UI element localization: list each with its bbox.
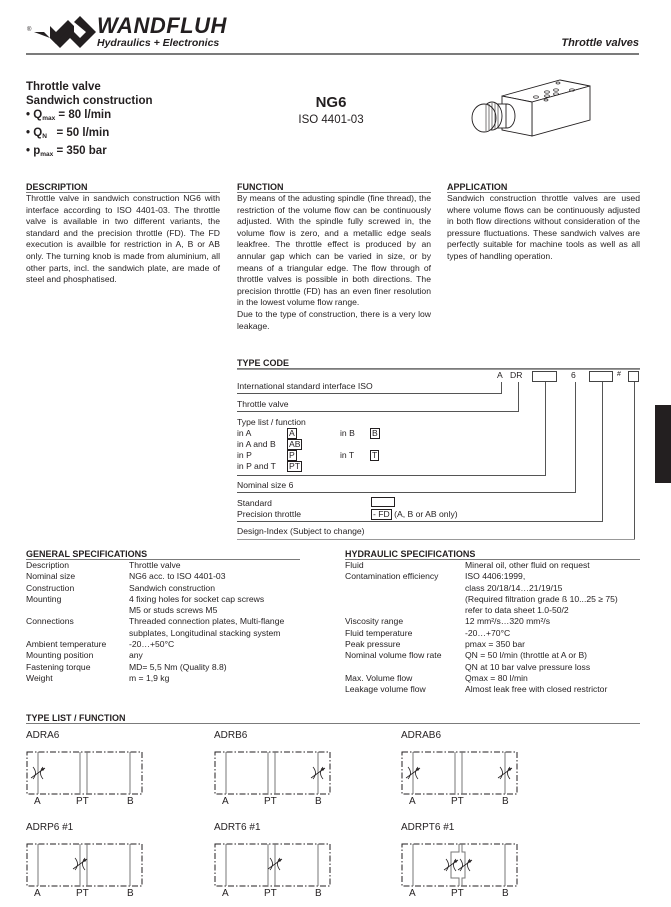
port-label-b: B (315, 888, 322, 899)
tc-in-pt: in P and T (237, 461, 276, 471)
general-specifications (26, 549, 300, 684)
diagram-title: ADRAB6 (401, 730, 442, 741)
diagram-title: ADRA6 (26, 730, 60, 741)
general-spec-value: subplates, Longitudinal stacking system (129, 627, 281, 638)
tc-box-ab: AB (289, 439, 301, 449)
hydraulic-spec-value: Mineral oil, other fluid on request (465, 560, 590, 570)
function-text: By means of the adusting spindle (fine thread), the restriction of the volume flow can be continuously adjusted. With the spindle fully screwed in, the volume flow is zero, and a metallic edge seals leakfree. The throttle effect is produced by an annular gap which can be varied in size, or by means of a triangular edge. The flow through of throttle valves is possible in both directions. The precision throttle (FD) has an even finer resolution in the lowest volume flow range. (237, 193, 431, 308)
hydraulic-spec-row (345, 605, 640, 616)
port-label-pt: PT (451, 796, 464, 807)
key-figure-value: = 80 l/min (58, 109, 112, 121)
hydraulic-spec-key (345, 594, 465, 605)
diagram-title: ADRP6 #1 (26, 822, 74, 833)
hydraulic-spec-key: Peak pressure (345, 639, 401, 650)
valve-outline (402, 752, 517, 794)
tc-box-pt-wrap (287, 461, 302, 472)
tc-rule (237, 411, 519, 412)
key-figure-qn: • $Q_N$ = 50 l/min (26, 127, 110, 141)
tc-row-type-list: Type list / function (237, 417, 306, 427)
general-spec-key: Description (26, 560, 69, 570)
tc-row-nominal: Nominal size 6 (237, 480, 294, 490)
port-label-b: B (127, 888, 134, 899)
hydraulic-spec-key: Max. Volume flow (345, 672, 413, 683)
general-spec-value: any (129, 650, 143, 661)
tc-box-fd: - FD (373, 509, 390, 519)
general-spec-value: Throttle valve (129, 560, 181, 570)
port-label-pt: PT (264, 888, 277, 899)
tc-row-precision: Precision throttle (237, 509, 302, 519)
description-heading: DESCRIPTION (26, 182, 220, 193)
general-spec-value: MD= 5,5 Nm (Quality 8.8) (129, 661, 227, 672)
product-key-figures (26, 108, 111, 163)
tc-box-t-wrap (370, 450, 379, 461)
function-heading: FUNCTION (237, 182, 431, 193)
key-figure-symbol: Q (33, 109, 43, 121)
key-figure-value: = 350 bar (56, 145, 107, 158)
general-spec-value: m = 1,9 kg (129, 672, 170, 683)
tc-row-standard: Standard (237, 498, 272, 508)
hydraulic-symbol (401, 842, 521, 888)
general-spec-key: Construction (26, 582, 75, 593)
tc-box-b: B (372, 428, 378, 438)
hydraulic-spec-value: (Required filtration grade ß 10...25 ≥ 75) (465, 593, 618, 604)
tc-row-throttle: Throttle valve (237, 399, 289, 409)
iso-standard: ISO 4401-03 (298, 114, 364, 126)
tc-row-iso: International standard interface ISO (237, 381, 373, 391)
hydraulic-spec-key: Contamination efficiency (345, 571, 439, 582)
general-spec-row (26, 662, 300, 673)
port-label-a: A (34, 796, 41, 807)
key-figure-pmax: • $p_{max} = 350$ bar (26, 145, 107, 159)
hydraulic-spec-value: Qmax = 80 l/min (465, 672, 528, 683)
hydraulic-symbol (401, 750, 521, 796)
registered-mark: ® (27, 27, 32, 33)
hydraulic-spec-key (345, 662, 465, 673)
product-title (26, 80, 153, 108)
hydraulic-spec-row (345, 560, 640, 571)
hydraulic-spec-key: Fluid temperature (345, 627, 413, 638)
tc-fd-note: (A, B or AB only) (394, 509, 458, 519)
general-spec-row (26, 639, 300, 650)
hydraulic-spec-row (345, 650, 640, 661)
tc-row-design: Design-Index (Subject to change) (237, 526, 365, 536)
section-tab-marker (655, 405, 671, 483)
key-figure-sub: N (42, 133, 47, 141)
code-hash: # (617, 371, 621, 378)
tc-rule (237, 539, 635, 540)
hydraulic-spec-value: QN at 10 bar valve pressure loss (465, 661, 591, 672)
general-spec-row (26, 616, 300, 627)
hydraulic-spec-key: Nominal volume flow rate (345, 650, 442, 661)
hydraulic-spec-row (345, 583, 640, 594)
general-specs-heading: GENERAL SPECIFICATIONS (26, 549, 300, 560)
type-list-heading: TYPE LIST / FUNCTION (26, 713, 640, 724)
general-spec-key (26, 605, 129, 616)
header-divider (26, 53, 639, 55)
line-p (451, 844, 459, 886)
type-code-top-rule (237, 369, 640, 370)
tc-rule (237, 475, 546, 476)
general-spec-value: M5 or studs screws M5 (129, 605, 218, 616)
hydraulic-spec-row (345, 616, 640, 627)
hydraulic-spec-key: Leakage volume flow (345, 684, 426, 695)
tc-rule (237, 393, 502, 394)
code-dr: DR (510, 370, 523, 380)
tc-in-p: in P (237, 450, 252, 460)
hydraulic-specifications (345, 549, 640, 696)
function-text-2: Due to the type of construction, there is a very low leakage. (237, 308, 431, 331)
port-label-pt: PT (76, 888, 89, 899)
port-label-a: A (34, 888, 41, 899)
tc-box-t: T (372, 450, 378, 460)
key-figure-qmax: • $Q_{max} = 80$ l/min (26, 109, 112, 122)
tc-rule (237, 492, 576, 493)
general-spec-key: Mounting (26, 593, 62, 604)
general-spec-row (26, 583, 300, 594)
nominal-size-title: NG6 (315, 94, 347, 111)
description-section (26, 182, 220, 286)
hydraulic-spec-row (345, 684, 640, 695)
code-a: A (497, 370, 503, 380)
general-spec-key: Connections (26, 616, 74, 627)
tc-box-fd-wrap (371, 509, 458, 520)
port-label-a: A (409, 796, 416, 807)
key-figure-sub: max (40, 151, 54, 159)
port-label-a: A (222, 796, 229, 807)
tc-connector (545, 382, 546, 475)
tc-box-p: P (289, 450, 295, 460)
port-label-pt: PT (264, 796, 277, 807)
hydraulic-spec-value: QN = 50 l/min (throttle at A or B) (465, 650, 588, 661)
general-spec-value: NG6 acc. to ISO 4401-03 (129, 571, 226, 582)
valve-outline (27, 752, 142, 794)
general-spec-key: Fastening torque (26, 661, 91, 672)
hydraulic-spec-key: Viscosity range (345, 616, 404, 627)
code-design-index-box (628, 371, 639, 382)
valve-product-image (470, 78, 600, 146)
port-label-a: A (409, 888, 416, 899)
function-section (237, 182, 431, 332)
tc-rule (237, 521, 603, 522)
hydraulic-symbol (214, 842, 334, 888)
hydraulic-spec-value: class 20/18/14…21/19/15 (465, 582, 563, 593)
general-spec-row (26, 650, 300, 661)
application-heading: APPLICATION (447, 182, 640, 193)
hydraulic-spec-row (345, 571, 640, 582)
tc-box-standard (371, 497, 395, 507)
hydraulic-spec-row (345, 594, 640, 605)
port-label-b: B (502, 888, 509, 899)
hydraulic-specs-heading: HYDRAULIC SPECIFICATIONS (345, 549, 640, 560)
general-spec-row (26, 673, 300, 684)
hydraulic-spec-value: -20…+70°C (465, 627, 511, 638)
hydraulic-spec-key: Fluid (345, 560, 364, 570)
port-label-b: B (315, 796, 322, 807)
tc-box-pt: PT (289, 461, 300, 471)
general-spec-row (26, 560, 300, 571)
code-fd-box (589, 371, 613, 382)
key-figure-symbol: Q (33, 127, 43, 140)
tc-connector (602, 382, 603, 521)
general-spec-value: -20…+50°C (129, 639, 175, 650)
description-text: Throttle valve in sandwich construction NG6 with interface according to ISO 4401-03. The throttle valve is available in two different variants, the standard and the precision throttle (FD). The FD execution is availble for restriction in A, B or AB only. The turning knob is made from aluminium, all other parts, incl. the sandwich plate, are made of steel and phosphatised. (26, 193, 220, 285)
port-label-b: B (127, 796, 134, 807)
tc-box-ab-wrap (287, 439, 302, 450)
diagram-title: ADRB6 (214, 730, 248, 741)
code-size: 6 (571, 370, 576, 380)
hydraulic-spec-key (345, 583, 465, 594)
brand-name: WANDFLUH (97, 13, 227, 38)
general-spec-row (26, 605, 300, 616)
tc-connector (501, 382, 502, 393)
key-figure-sub: max (42, 115, 56, 122)
general-spec-row (26, 594, 300, 605)
application-section (447, 182, 640, 263)
hydraulic-spec-value: ISO 4406:1999, (465, 571, 526, 582)
diagram-title: ADRT6 #1 (214, 822, 261, 833)
product-title-line1: Throttle valve (26, 81, 101, 93)
general-spec-value: Threaded connection plates, Multi-flange (129, 616, 285, 627)
valve-outline (27, 844, 142, 886)
tc-connector (634, 382, 635, 539)
key-figure-symbol: p (33, 145, 41, 158)
tc-in-t: in T (340, 450, 355, 460)
tc-box-p-wrap (287, 450, 297, 461)
hydraulic-spec-value: 12 mm²/s…320 mm²/s (465, 616, 550, 627)
hydraulic-spec-value: Almost leak free with closed restrictor (465, 684, 608, 695)
tc-in-a: in A (237, 428, 252, 438)
tc-box-a: A (289, 428, 295, 438)
code-function-box (532, 371, 557, 382)
hydraulic-symbol (26, 842, 146, 888)
general-spec-key: Weight (26, 672, 53, 683)
general-spec-key (26, 628, 129, 639)
tc-connector (518, 382, 519, 411)
tc-box-b-wrap (370, 428, 380, 439)
general-spec-value: Sandwich construction (129, 582, 215, 593)
hydraulic-spec-value: pmax = 350 bar (465, 639, 525, 650)
valve-outline (215, 752, 330, 794)
hydraulic-symbol (26, 750, 146, 796)
tc-in-b: in B (340, 428, 355, 438)
brand-tagline: Hydraulics + Electronics (97, 37, 220, 49)
diagram-title: ADRPT6 #1 (401, 822, 455, 833)
hydraulic-spec-value: refer to data sheet 1.0-50/2 (465, 605, 569, 616)
tc-in-ab: in A and B (237, 439, 276, 449)
port-label-b: B (502, 796, 509, 807)
port-label-a: A (222, 888, 229, 899)
tc-connector (575, 382, 576, 492)
product-title-line2: Sandwich construction (26, 95, 153, 107)
general-spec-key: Nominal size (26, 571, 76, 582)
port-label-pt: PT (451, 888, 464, 899)
hydraulic-spec-row (345, 673, 640, 684)
general-spec-key: Mounting position (26, 650, 94, 661)
general-spec-row (26, 628, 300, 639)
hydraulic-symbol (214, 750, 334, 796)
hydraulic-spec-row (345, 662, 640, 673)
category-title: Throttle valves (561, 37, 639, 49)
general-spec-row (26, 571, 300, 582)
key-figure-value: = 50 l/min (56, 127, 110, 140)
port-label-pt: PT (76, 796, 89, 807)
general-spec-key: Ambient temperature (26, 639, 107, 650)
general-spec-value: 4 fixing holes for socket cap screws (129, 593, 265, 604)
hydraulic-spec-row (345, 639, 640, 650)
hydraulic-spec-key (345, 605, 465, 616)
type-code-heading: TYPE CODE (237, 358, 640, 369)
application-text: Sandwich construction throttle valves are used where volume flows can be continuously adjusted in both flow directions without consideration of the pressure fluctuations. These sandwich valves are perfectly suitable for machine tools as well as all types of handling operation. (447, 193, 640, 261)
hydraulic-spec-row (345, 628, 640, 639)
tc-box-a-wrap (287, 428, 297, 439)
